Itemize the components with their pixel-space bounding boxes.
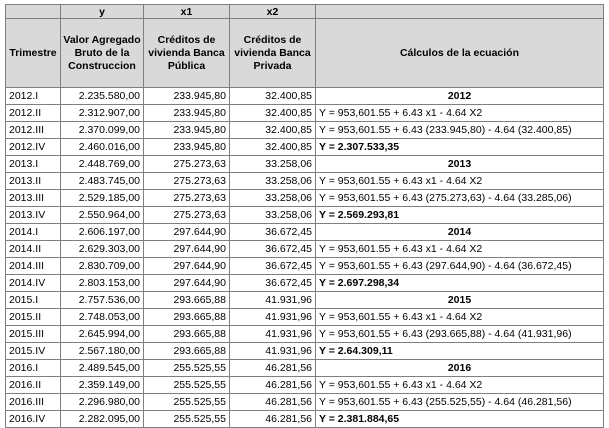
valor-agregado-cell: 2.629.303,00	[61, 241, 144, 258]
table-row	[6, 309, 604, 326]
creditos-publica-cell: 255.525,55	[144, 377, 230, 394]
calculo-cell: 2012	[316, 88, 604, 105]
table-row	[6, 139, 604, 156]
trimestre-cell: 2012.II	[6, 105, 61, 122]
spreadsheet-table-container	[5, 4, 604, 428]
valor-agregado-cell: 2.370.099,00	[61, 122, 144, 139]
header-calculos: Cálculos de la ecuación	[316, 19, 604, 88]
calculo-cell: Y = 953,601.55 + 6.43 (293.665,88) - 4.64 (41.931,96)	[316, 326, 604, 343]
column-header-row	[6, 19, 604, 88]
trimestre-cell: 2013.II	[6, 173, 61, 190]
header-creditos-privada: Créditos de vivienda Banca Privada	[230, 19, 316, 88]
calculo-cell: 2013	[316, 156, 604, 173]
creditos-publica-cell: 293.665,88	[144, 343, 230, 360]
valor-agregado-cell: 2.359.149,00	[61, 377, 144, 394]
variable-header-empty	[6, 5, 61, 19]
valor-agregado-cell: 2.748.053,00	[61, 309, 144, 326]
creditos-privada-cell: 33.258,06	[230, 207, 316, 224]
creditos-publica-cell: 275.273,63	[144, 156, 230, 173]
creditos-privada-cell: 32.400,85	[230, 139, 316, 156]
table-row	[6, 173, 604, 190]
creditos-privada-cell: 41.931,96	[230, 326, 316, 343]
valor-agregado-cell: 2.312.907,00	[61, 105, 144, 122]
table-row	[6, 105, 604, 122]
table-row	[6, 190, 604, 207]
creditos-publica-cell: 297.644,90	[144, 258, 230, 275]
creditos-publica-cell: 293.665,88	[144, 292, 230, 309]
valor-agregado-cell: 2.645.994,00	[61, 326, 144, 343]
creditos-publica-cell: 297.644,90	[144, 241, 230, 258]
creditos-privada-cell: 41.931,96	[230, 343, 316, 360]
trimestre-cell: 2014.II	[6, 241, 61, 258]
creditos-privada-cell: 46.281,56	[230, 411, 316, 428]
table-row	[6, 258, 604, 275]
creditos-privada-cell: 36.672,45	[230, 241, 316, 258]
table-row	[6, 411, 604, 428]
creditos-publica-cell: 255.525,55	[144, 360, 230, 377]
table-row	[6, 122, 604, 139]
trimestre-cell: 2014.I	[6, 224, 61, 241]
calculo-cell: 2015	[316, 292, 604, 309]
valor-agregado-cell: 2.606.197,00	[61, 224, 144, 241]
creditos-publica-cell: 275.273,63	[144, 207, 230, 224]
table-row	[6, 207, 604, 224]
creditos-privada-cell: 33.258,06	[230, 173, 316, 190]
creditos-publica-cell: 233.945,80	[144, 122, 230, 139]
valor-agregado-cell: 2.757.536,00	[61, 292, 144, 309]
creditos-privada-cell: 46.281,56	[230, 360, 316, 377]
calculo-cell: Y = 953,601.55 + 6.43 (255.525,55) - 4.64 (46.281,56)	[316, 394, 604, 411]
calculo-cell: Y = 953,601.55 + 6.43 (297.644,90) - 4.64 (36.672,45)	[316, 258, 604, 275]
trimestre-cell: 2013.III	[6, 190, 61, 207]
variable-header-x1: x1	[144, 5, 230, 19]
creditos-publica-cell: 233.945,80	[144, 88, 230, 105]
trimestre-cell: 2013.IV	[6, 207, 61, 224]
header-creditos-publica: Créditos de vivienda Banca Pública	[144, 19, 230, 88]
creditos-privada-cell: 32.400,85	[230, 88, 316, 105]
creditos-publica-cell: 255.525,55	[144, 411, 230, 428]
trimestre-cell: 2013.I	[6, 156, 61, 173]
trimestre-cell: 2016.I	[6, 360, 61, 377]
valor-agregado-cell: 2.483.745,00	[61, 173, 144, 190]
table-row	[6, 275, 604, 292]
calculo-cell: Y = 953,601.55 + 6.43 (233.945,80) - 4.64 (32.400,85)	[316, 122, 604, 139]
variable-header-calc	[316, 5, 604, 19]
creditos-privada-cell: 41.931,96	[230, 309, 316, 326]
valor-agregado-cell: 2.489.545,00	[61, 360, 144, 377]
table-row	[6, 377, 604, 394]
calculo-cell: 2014	[316, 224, 604, 241]
table-row	[6, 241, 604, 258]
creditos-publica-cell: 275.273,63	[144, 190, 230, 207]
table-row	[6, 343, 604, 360]
valor-agregado-cell: 2.235.580,00	[61, 88, 144, 105]
trimestre-cell: 2015.I	[6, 292, 61, 309]
trimestre-cell: 2016.III	[6, 394, 61, 411]
valor-agregado-cell: 2.567.180,00	[61, 343, 144, 360]
calculo-cell: Y = 953,601.55 + 6.43 x1 - 4.64 X2	[316, 241, 604, 258]
trimestre-cell: 2015.III	[6, 326, 61, 343]
calculo-cell: 2016	[316, 360, 604, 377]
creditos-publica-cell: 233.945,80	[144, 139, 230, 156]
creditos-publica-cell: 297.644,90	[144, 224, 230, 241]
creditos-publica-cell: 275.273,63	[144, 173, 230, 190]
creditos-publica-cell: 293.665,88	[144, 326, 230, 343]
calculo-cell: Y = 2.381.884,65	[316, 411, 604, 428]
creditos-publica-cell: 255.525,55	[144, 394, 230, 411]
trimestre-cell: 2016.II	[6, 377, 61, 394]
calculo-cell: Y = 2.307.533,35	[316, 139, 604, 156]
creditos-privada-cell: 36.672,45	[230, 224, 316, 241]
header-trimestre: Trimestre	[6, 19, 61, 88]
creditos-publica-cell: 293.665,88	[144, 309, 230, 326]
creditos-privada-cell: 32.400,85	[230, 105, 316, 122]
header-valor-agregado: Valor Agregado Bruto de la Construccion	[61, 19, 144, 88]
table-row	[6, 326, 604, 343]
valor-agregado-cell: 2.550.964,00	[61, 207, 144, 224]
table-row	[6, 156, 604, 173]
trimestre-cell: 2015.II	[6, 309, 61, 326]
valor-agregado-cell: 2.830.709,00	[61, 258, 144, 275]
calculo-cell: Y = 2.64.309,11	[316, 343, 604, 360]
calculo-cell: Y = 953,601.55 + 6.43 x1 - 4.64 X2	[316, 173, 604, 190]
trimestre-cell: 2016.IV	[6, 411, 61, 428]
calculo-cell: Y = 2.569.293,81	[316, 207, 604, 224]
creditos-privada-cell: 36.672,45	[230, 275, 316, 292]
trimestre-cell: 2012.IV	[6, 139, 61, 156]
variable-header-row	[6, 5, 604, 19]
creditos-privada-cell: 33.258,06	[230, 156, 316, 173]
valor-agregado-cell: 2.803.153,00	[61, 275, 144, 292]
valor-agregado-cell: 2.460.016,00	[61, 139, 144, 156]
table-row	[6, 224, 604, 241]
creditos-privada-cell: 33.258,06	[230, 190, 316, 207]
calculo-cell: Y = 953,601.55 + 6.43 x1 - 4.64 X2	[316, 309, 604, 326]
variable-header-x2: x2	[230, 5, 316, 19]
calculo-cell: Y = 953,601.55 + 6.43 (275.273,63) - 4.64 (33.285,06)	[316, 190, 604, 207]
trimestre-cell: 2012.I	[6, 88, 61, 105]
table-row	[6, 360, 604, 377]
creditos-publica-cell: 297.644,90	[144, 275, 230, 292]
trimestre-cell: 2014.IV	[6, 275, 61, 292]
valor-agregado-cell: 2.448.769,00	[61, 156, 144, 173]
creditos-privada-cell: 32.400,85	[230, 122, 316, 139]
regression-table	[5, 4, 604, 428]
trimestre-cell: 2015.IV	[6, 343, 61, 360]
creditos-publica-cell: 233.945,80	[144, 105, 230, 122]
variable-header-y: y	[61, 5, 144, 19]
table-row	[6, 88, 604, 105]
trimestre-cell: 2014.III	[6, 258, 61, 275]
creditos-privada-cell: 46.281,56	[230, 394, 316, 411]
table-row	[6, 394, 604, 411]
calculo-cell: Y = 2.697.298,34	[316, 275, 604, 292]
table-row	[6, 292, 604, 309]
valor-agregado-cell: 2.282.095,00	[61, 411, 144, 428]
calculo-cell: Y = 953,601.55 + 6.43 x1 - 4.64 X2	[316, 105, 604, 122]
creditos-privada-cell: 41.931,96	[230, 292, 316, 309]
creditos-privada-cell: 46.281,56	[230, 377, 316, 394]
trimestre-cell: 2012.III	[6, 122, 61, 139]
creditos-privada-cell: 36.672,45	[230, 258, 316, 275]
valor-agregado-cell: 2.529.185,00	[61, 190, 144, 207]
valor-agregado-cell: 2.296.980,00	[61, 394, 144, 411]
calculo-cell: Y = 953,601.55 + 6.43 x1 - 4.64 X2	[316, 377, 604, 394]
